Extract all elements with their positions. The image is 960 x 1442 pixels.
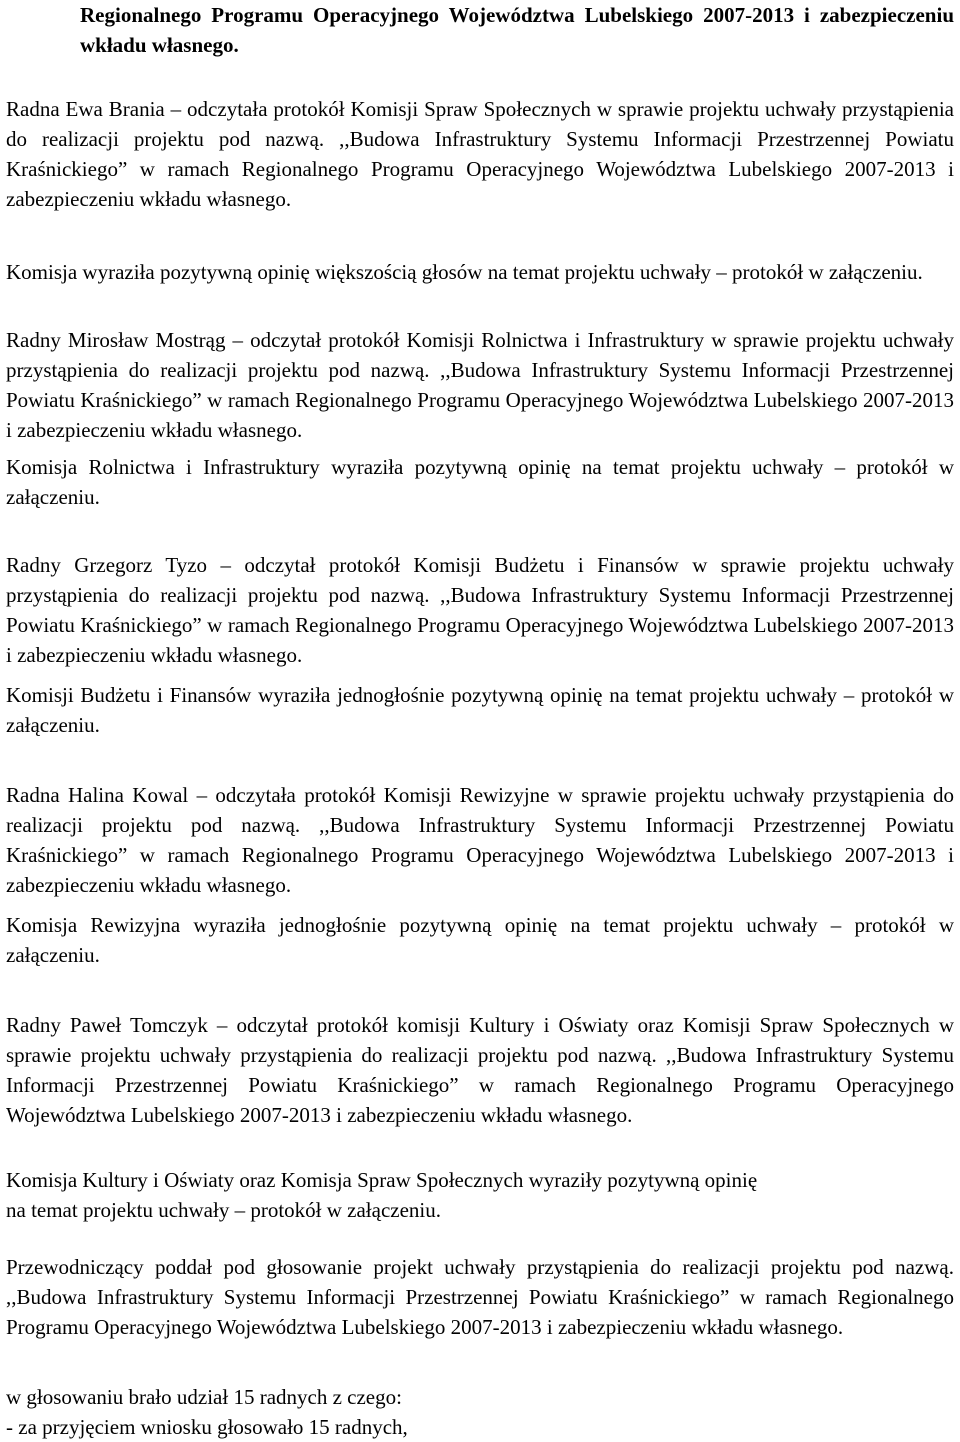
paragraph-budget-opinion: Komisji Budżetu i Finansów wyraziła jednogłośnie pozytywną opinię na temat projektu uchwały – protokół w załączeniu.: [6, 683, 954, 737]
continued-heading: Regionalnego Programu Operacyjnego Województwa Lubelskiego 2007-2013 i zabezpieczeniu wkładu własnego.: [80, 3, 954, 57]
paragraph-mostrag-report: Radny Mirosław Mostrąg – odczytał protokół Komisji Rolnictwa i Infrastruktury w sprawie projektu uchwały przystąpienia do realizacji projektu pod nazwą. ,,Budowa Infrastruktury Systemu Informacji Przestrzennej Powiatu Kraśnickiego” w ramach Regionalnego Programu Operacyjnego Województwa Lubelskiego 2007-2013 i zabezpieczeniu wkładu własnego.: [6, 328, 954, 442]
paragraph-tyzo-report: Radny Grzegorz Tyzo – odczytał protokół Komisji Budżetu i Finansów w sprawie projektu uchwały przystąpienia do realizacji projektu pod nazwą. ,,Budowa Infrastruktury Systemu Informacji Przestrzennej Powiatu Kraśnickiego” w ramach Regionalnego Programu Operacyjnego Województwa Lubelskiego 2007-2013 i zabezpieczeniu wkładu własnego.: [6, 553, 954, 667]
paragraph-commission-opinion-1: Komisja wyraziła pozytywną opinię większością głosów na temat projektu uchwały – protokół w załączeniu.: [6, 260, 923, 284]
votes-for-line: - za przyjęciem wniosku głosowało 15 radnych,: [6, 1415, 408, 1439]
paragraph-kowal-report: Radna Halina Kowal – odczytała protokół Komisji Rewizyjne w sprawie projektu uchwały przystąpienia do realizacji projektu pod nazwą. ,,Budowa Infrastruktury Systemu Informacji Przestrzennej Powiatu Kraśnickiego” w ramach Regionalnego Programu Operacyjnego Województwa Lubelskiego 2007-2013 i zabezpieczeniu wkładu własnego.: [6, 783, 954, 897]
culture-opinion-line-1: Komisja Kultury i Oświaty oraz Komisja Spraw Społecznych wyraziły pozytywną opinię: [6, 1168, 758, 1192]
culture-opinion-line-2: na temat projektu uchwały – protokół w załączeniu.: [6, 1198, 442, 1222]
paragraph-audit-opinion: Komisja Rewizyjna wyraziła jednogłośnie pozytywną opinię na temat projektu uchwały – protokół w załączeniu.: [6, 913, 954, 967]
voting-participants-line: w głosowaniu brało udział 15 radnych z czego:: [6, 1385, 402, 1409]
paragraph-tomczyk-report: Radny Paweł Tomczyk – odczytał protokół komisji Kultury i Oświaty oraz Komisji Spraw Społecznych w sprawie projektu uchwały przystąpienia do realizacji projektu pod nazwą. ,,Budowa Infrastruktury Systemu Informacji Przestrzennej Powiatu Kraśnickiego” w ramach Regionalnego Programu Operacyjnego Województwa Lubelskiego 2007-2013 i zabezpieczeniu wkładu własnego.: [6, 1013, 954, 1127]
paragraph-brania-report: Radna Ewa Brania – odczytała protokół Komisji Spraw Społecznych w sprawie projektu uchwały przystąpienia do realizacji projektu pod nazwą. ,,Budowa Infrastruktury Systemu Informacji Przestrzennej Powiatu Kraśnickiego” w ramach Regionalnego Programu Operacyjnego Województwa Lubelskiego 2007-2013 i zabezpieczeniu wkładu własnego.: [6, 97, 954, 211]
paragraph-chairman-vote: Przewodniczący poddał pod głosowanie projekt uchwały przystąpienia do realizacji projektu pod nazwą. ,,Budowa Infrastruktury Systemu Informacji Przestrzennej Powiatu Kraśnickiego” w ramach Regionalnego Programu Operacyjnego Województwa Lubelskiego 2007-2013 i zabezpieczeniu wkładu własnego.: [6, 1255, 954, 1339]
paragraph-agriculture-opinion: Komisja Rolnictwa i Infrastruktury wyraziła pozytywną opinię na temat projektu uchwały – protokół w załączeniu.: [6, 455, 954, 509]
paragraph-voting-result: [6, 1382, 954, 1442]
paragraph-culture-opinion: [6, 1165, 954, 1225]
